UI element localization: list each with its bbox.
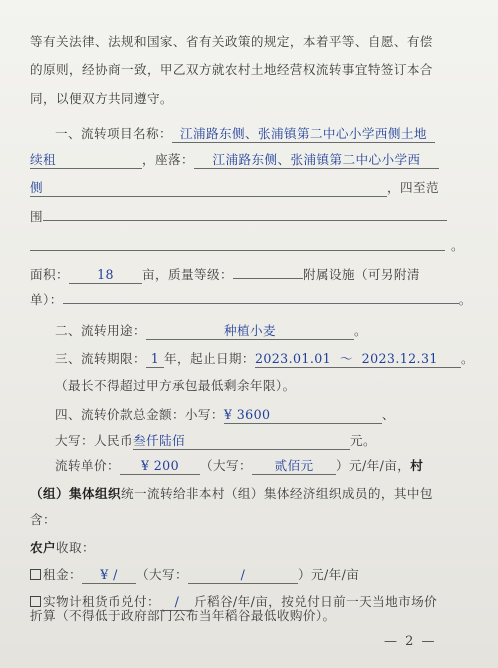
location-field-2: 侧 (30, 180, 387, 197)
item1-row (55, 125, 435, 143)
item1-row-4 (30, 208, 447, 226)
grain-checkbox[interactable] (30, 596, 41, 607)
location-field-1: 江浦路东侧、张浦镇第二中心小学西 (194, 152, 439, 169)
group-text: 统一流转给非本村（组）集体经济组织成员的，其中包 (120, 486, 433, 501)
grain-label: 实物计租货币兑付： (43, 594, 160, 609)
area-unit: 亩，质量等级： (141, 267, 233, 282)
item2-row (55, 322, 367, 340)
item2-label: 二、流转用途： (55, 323, 146, 338)
area-row (30, 266, 420, 284)
facilities-label-2: 单）： (30, 292, 63, 307)
grain-field: / (160, 594, 194, 611)
facilities-field (63, 303, 459, 304)
boundary-label-2: 围 (30, 209, 43, 224)
area-field: 18 (69, 267, 142, 284)
item3-label: 三、流转期限： (55, 351, 146, 366)
end-date: 2023.12.31 (361, 351, 438, 366)
grain-text-2: 折算（不得低于政府部门公布当年稻谷最低收购价）。 (30, 608, 336, 623)
group-text-2: 含： (30, 512, 56, 527)
unit-price-end: ）元/年/亩， (335, 458, 411, 473)
project-name-field-2: 续租 (30, 152, 142, 169)
farmer-row (30, 539, 95, 557)
boundary-field-2 (30, 250, 445, 251)
item3-note: （最长不得超过甲方承包最低剩余年限）。 (55, 378, 296, 393)
paragraph-line-3: 同，以便双方共同遵守。 (30, 91, 173, 106)
rent-small-field: ¥ / (82, 567, 136, 584)
item4-row (55, 406, 395, 424)
period-field (255, 351, 461, 368)
years-unit: 年，起止日期： (163, 351, 255, 366)
item2-end: 。 (353, 323, 367, 338)
unit-price-capital-field: 贰佰元 (252, 458, 336, 475)
unit-price-capital-label: （大写： (199, 458, 252, 473)
amount-small-end: 、 (381, 407, 395, 422)
boundary-field-1 (43, 220, 447, 221)
area-label: 面积： (30, 267, 69, 282)
rent-checkbox[interactable] (30, 569, 41, 580)
group-row (30, 485, 433, 503)
quality-field (233, 278, 303, 279)
facilities-row (30, 291, 472, 309)
date-tilde: ～ (339, 351, 353, 366)
group-bold: （组）集体组织 (30, 486, 121, 501)
start-date: 2023.01.01 (254, 351, 332, 366)
item3-end: 。 (460, 351, 474, 366)
location-label: ，座落： (142, 152, 194, 167)
boundary-label: ，四至范 (387, 180, 439, 195)
capital-unit: 元。 (349, 433, 376, 448)
page-number: — 2 — (384, 634, 437, 649)
item3-row (55, 350, 474, 368)
amount-small-field: ¥ 3600 (224, 407, 382, 424)
rent-capital-field: / (188, 567, 298, 584)
project-name-field-1: 江浦路东侧、张浦镇第二中心小学西侧土地 (172, 126, 435, 143)
capital-label: 大写：人民币 (55, 433, 133, 448)
farmer-label-suffix: 收取： (56, 540, 95, 555)
item1-row-2 (30, 151, 439, 169)
unit-price-label: 流转单价： (55, 458, 120, 473)
item1-label: 一、流转项目名称： (55, 126, 172, 141)
rent-end: ）元/年/亩 (297, 567, 360, 582)
paragraph-line-2: 的原则，经协商一致，甲乙双方就农村土地经营权流转事宜特签订本合 (30, 62, 433, 77)
amount-capital-field: 叁仟陆佰 (133, 433, 350, 450)
boundary-end-mark: 。 (451, 238, 464, 253)
village-bold: 村 (410, 458, 424, 473)
rent-label: 租金： (43, 567, 82, 582)
rent-row (30, 566, 359, 584)
item1-row-3 (30, 179, 439, 197)
grain-text: 斤稻谷/年/亩，按兑付日前一天当地市场价 (193, 594, 438, 609)
item4-label: 四、流转价款总金额：小写： (55, 407, 224, 422)
facilities-end: 。 (458, 292, 472, 307)
paragraph-line-1: 等有关法律、法规和国家、省有关政策的规定，本着平等、自愿、有偿 (30, 34, 433, 49)
farmer-label: 农户 (30, 540, 56, 555)
rent-capital-label: （大写： (135, 567, 188, 582)
capital-row (55, 432, 376, 450)
unit-price-small-field: ¥ 200 (120, 458, 200, 475)
unit-price-row (55, 457, 423, 475)
facilities-label: 附属设施（可另附清 (302, 267, 420, 282)
years-field: 1 (146, 351, 164, 368)
usage-field: 种植小麦 (146, 323, 354, 340)
